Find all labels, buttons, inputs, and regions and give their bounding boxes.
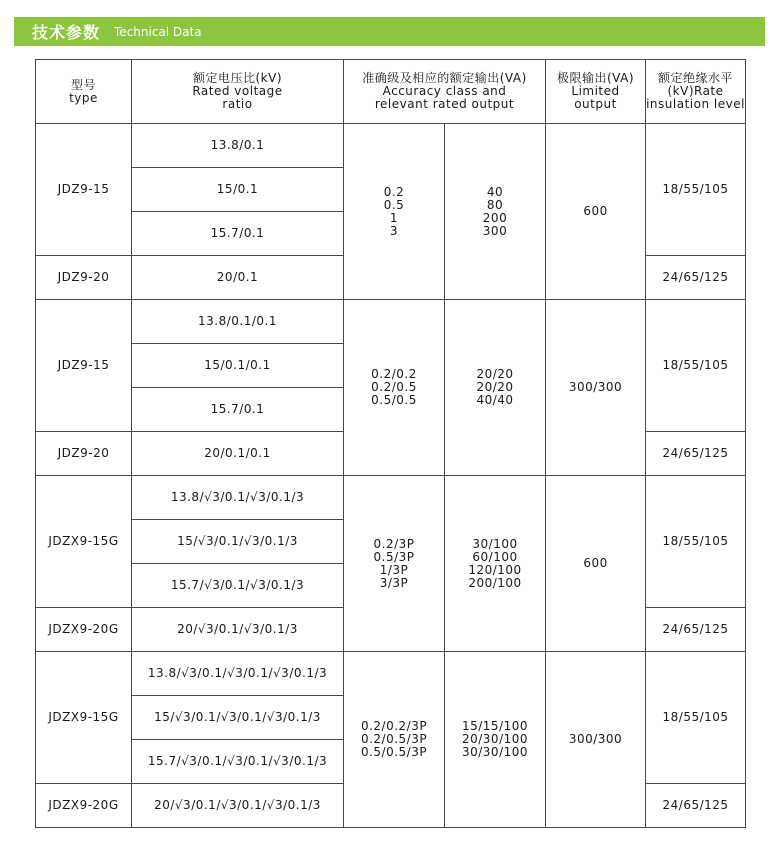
insulation-level-cell: 18/55/105 — [646, 124, 746, 256]
rated-output-cell-line: 80 — [486, 197, 504, 212]
accuracy-class-cell-line: 3/3P — [379, 575, 409, 590]
rated-output-cell-lines — [445, 186, 545, 238]
header-limit-en2: output — [574, 97, 617, 111]
header-type-cn: 型号 — [70, 77, 96, 92]
header-limit-cn: 极限输出(VA) — [557, 71, 635, 85]
rated-output-cell-lines — [445, 538, 545, 590]
voltage-ratio-cell: 15.7/0.1 — [132, 388, 344, 432]
insulation-level-cell: 24/65/125 — [646, 432, 746, 476]
accuracy-class-cell-lines — [344, 720, 444, 759]
voltage-ratio-cell: 13.8/√3/0.1/√3/0.1/3 — [132, 476, 344, 520]
accuracy-class-cell-line: 0.2/0.5/3P — [360, 732, 428, 746]
voltage-ratio-cell: 15.7/√3/0.1/√3/0.1/3 — [132, 564, 344, 608]
insulation-level-cell: 18/55/105 — [646, 300, 746, 432]
rated-output-cell-line: 40/40 — [476, 393, 514, 407]
rated-output-cell — [445, 300, 546, 476]
header-row — [36, 60, 746, 124]
limited-output-cell: 600 — [546, 476, 646, 652]
rated-output-cell-line: 20/20 — [476, 380, 514, 394]
insulation-level-cell: 24/65/125 — [646, 608, 746, 652]
header-type-en: type — [69, 90, 98, 105]
rated-output-cell-line: 200/100 — [468, 575, 522, 590]
model-type-cell: JDZX9-15G — [36, 652, 132, 784]
header-limit-en1: Limited — [571, 84, 620, 98]
model-type-cell: JDZX9-20G — [36, 608, 132, 652]
model-type-cell: JDZX9-15G — [36, 476, 132, 608]
voltage-ratio-cell: 15.7/0.1 — [132, 212, 344, 256]
technical-data-table — [35, 59, 746, 828]
voltage-ratio-cell: 20/0.1/0.1 — [132, 432, 344, 476]
voltage-ratio-cell: 20/√3/0.1/√3/0.1/3 — [132, 608, 344, 652]
accuracy-class-cell-lines — [344, 538, 444, 590]
accuracy-class-cell-line: 0.2/0.2/3P — [360, 719, 428, 733]
voltage-ratio-cell: 20/√3/0.1/√3/0.1/√3/0.1/3 — [132, 784, 344, 828]
accuracy-class-cell-line: 1 — [389, 210, 399, 225]
rated-output-cell-lines — [445, 368, 545, 407]
table-row — [36, 652, 746, 696]
accuracy-class-cell-line: 0.5/0.5/3P — [360, 745, 428, 759]
header-insulation — [646, 60, 746, 124]
voltage-ratio-cell: 13.8/√3/0.1/√3/0.1/√3/0.1/3 — [132, 652, 344, 696]
voltage-ratio-cell: 15/0.1/0.1 — [132, 344, 344, 388]
header-ratio-cn: 额定电压比(kV) — [192, 71, 283, 85]
model-type-cell: JDZ9-20 — [36, 432, 132, 476]
accuracy-class-cell-line: 0.2/3P — [373, 536, 415, 551]
accuracy-class-cell-line: 0.5/0.5 — [371, 393, 417, 407]
rated-output-cell-line: 30/30/100 — [461, 745, 529, 759]
table-row — [36, 300, 746, 344]
rated-output-cell — [445, 652, 546, 828]
rated-output-cell-line: 15/15/100 — [461, 719, 529, 733]
voltage-ratio-cell: 15/√3/0.1/√3/0.1/√3/0.1/3 — [132, 696, 344, 740]
insulation-level-cell: 18/55/105 — [646, 476, 746, 608]
accuracy-class-cell — [344, 652, 445, 828]
insulation-level-cell: 18/55/105 — [646, 652, 746, 784]
table-body — [36, 60, 746, 828]
voltage-ratio-cell: 20/0.1 — [132, 256, 344, 300]
insulation-level-cell: 24/65/125 — [646, 256, 746, 300]
rated-output-cell — [445, 476, 546, 652]
section-title-en: Technical Data — [114, 24, 202, 39]
header-ratio — [132, 60, 344, 124]
accuracy-class-cell-lines — [344, 368, 444, 407]
header-accuracy-cn: 准确级及相应的额定输出(VA) — [362, 71, 527, 85]
header-insulation-en1: (kV)Rate — [667, 84, 724, 98]
limited-output-cell: 300/300 — [546, 652, 646, 828]
accuracy-class-cell-line: 0.5/3P — [373, 549, 415, 564]
voltage-ratio-cell: 15.7/√3/0.1/√3/0.1/√3/0.1/3 — [132, 740, 344, 784]
header-insulation-cn: 额定绝缘水平 — [658, 71, 734, 85]
header-type — [36, 60, 132, 124]
limited-output-cell: 600 — [546, 124, 646, 300]
header-accuracy — [344, 60, 546, 124]
model-type-cell: JDZX9-20G — [36, 784, 132, 828]
voltage-ratio-cell: 13.8/0.1/0.1 — [132, 300, 344, 344]
header-ratio-en1: Rated voltage — [192, 84, 283, 98]
rated-output-cell-line: 40 — [486, 184, 504, 199]
rated-output-cell-line: 60/100 — [472, 549, 518, 564]
accuracy-class-cell — [344, 300, 445, 476]
accuracy-class-cell-line: 1/3P — [379, 562, 409, 577]
rated-output-cell-line: 30/100 — [472, 536, 518, 551]
header-insulation-en2: insulation level — [646, 97, 745, 111]
accuracy-class-cell-line: 0.2 — [383, 184, 405, 199]
header-accuracy-en1: Accuracy class and — [382, 84, 507, 98]
model-type-cell: JDZ9-20 — [36, 256, 132, 300]
section-title-cn: 技术参数 — [32, 23, 101, 42]
voltage-ratio-cell: 15/0.1 — [132, 168, 344, 212]
rated-output-cell-line: 20/30/100 — [461, 732, 529, 746]
rated-output-cell-line: 20/20 — [476, 367, 514, 381]
table-row — [36, 124, 746, 168]
limited-output-cell: 300/300 — [546, 300, 646, 476]
table-row — [36, 476, 746, 520]
rated-output-cell-lines — [445, 720, 545, 759]
rated-output-cell — [445, 124, 546, 300]
header-limit — [546, 60, 646, 124]
accuracy-class-cell-line: 3 — [389, 223, 399, 238]
rated-output-cell-line: 120/100 — [468, 562, 522, 577]
accuracy-class-cell — [344, 124, 445, 300]
accuracy-class-cell-line: 0.2/0.5 — [371, 380, 417, 394]
model-type-cell: JDZ9-15 — [36, 124, 132, 256]
rated-output-cell-line: 300 — [482, 223, 508, 238]
accuracy-class-cell — [344, 476, 445, 652]
accuracy-class-cell-line: 0.5 — [383, 197, 405, 212]
voltage-ratio-cell: 13.8/0.1 — [132, 124, 344, 168]
header-accuracy-en2: relevant rated output — [374, 97, 515, 111]
header-ratio-en2: ratio — [222, 97, 253, 111]
accuracy-class-cell-lines — [344, 186, 444, 238]
insulation-level-cell: 24/65/125 — [646, 784, 746, 828]
model-type-cell: JDZ9-15 — [36, 300, 132, 432]
section-banner — [14, 17, 765, 46]
accuracy-class-cell-line: 0.2/0.2 — [371, 367, 417, 381]
rated-output-cell-line: 200 — [482, 210, 508, 225]
voltage-ratio-cell: 15/√3/0.1/√3/0.1/3 — [132, 520, 344, 564]
